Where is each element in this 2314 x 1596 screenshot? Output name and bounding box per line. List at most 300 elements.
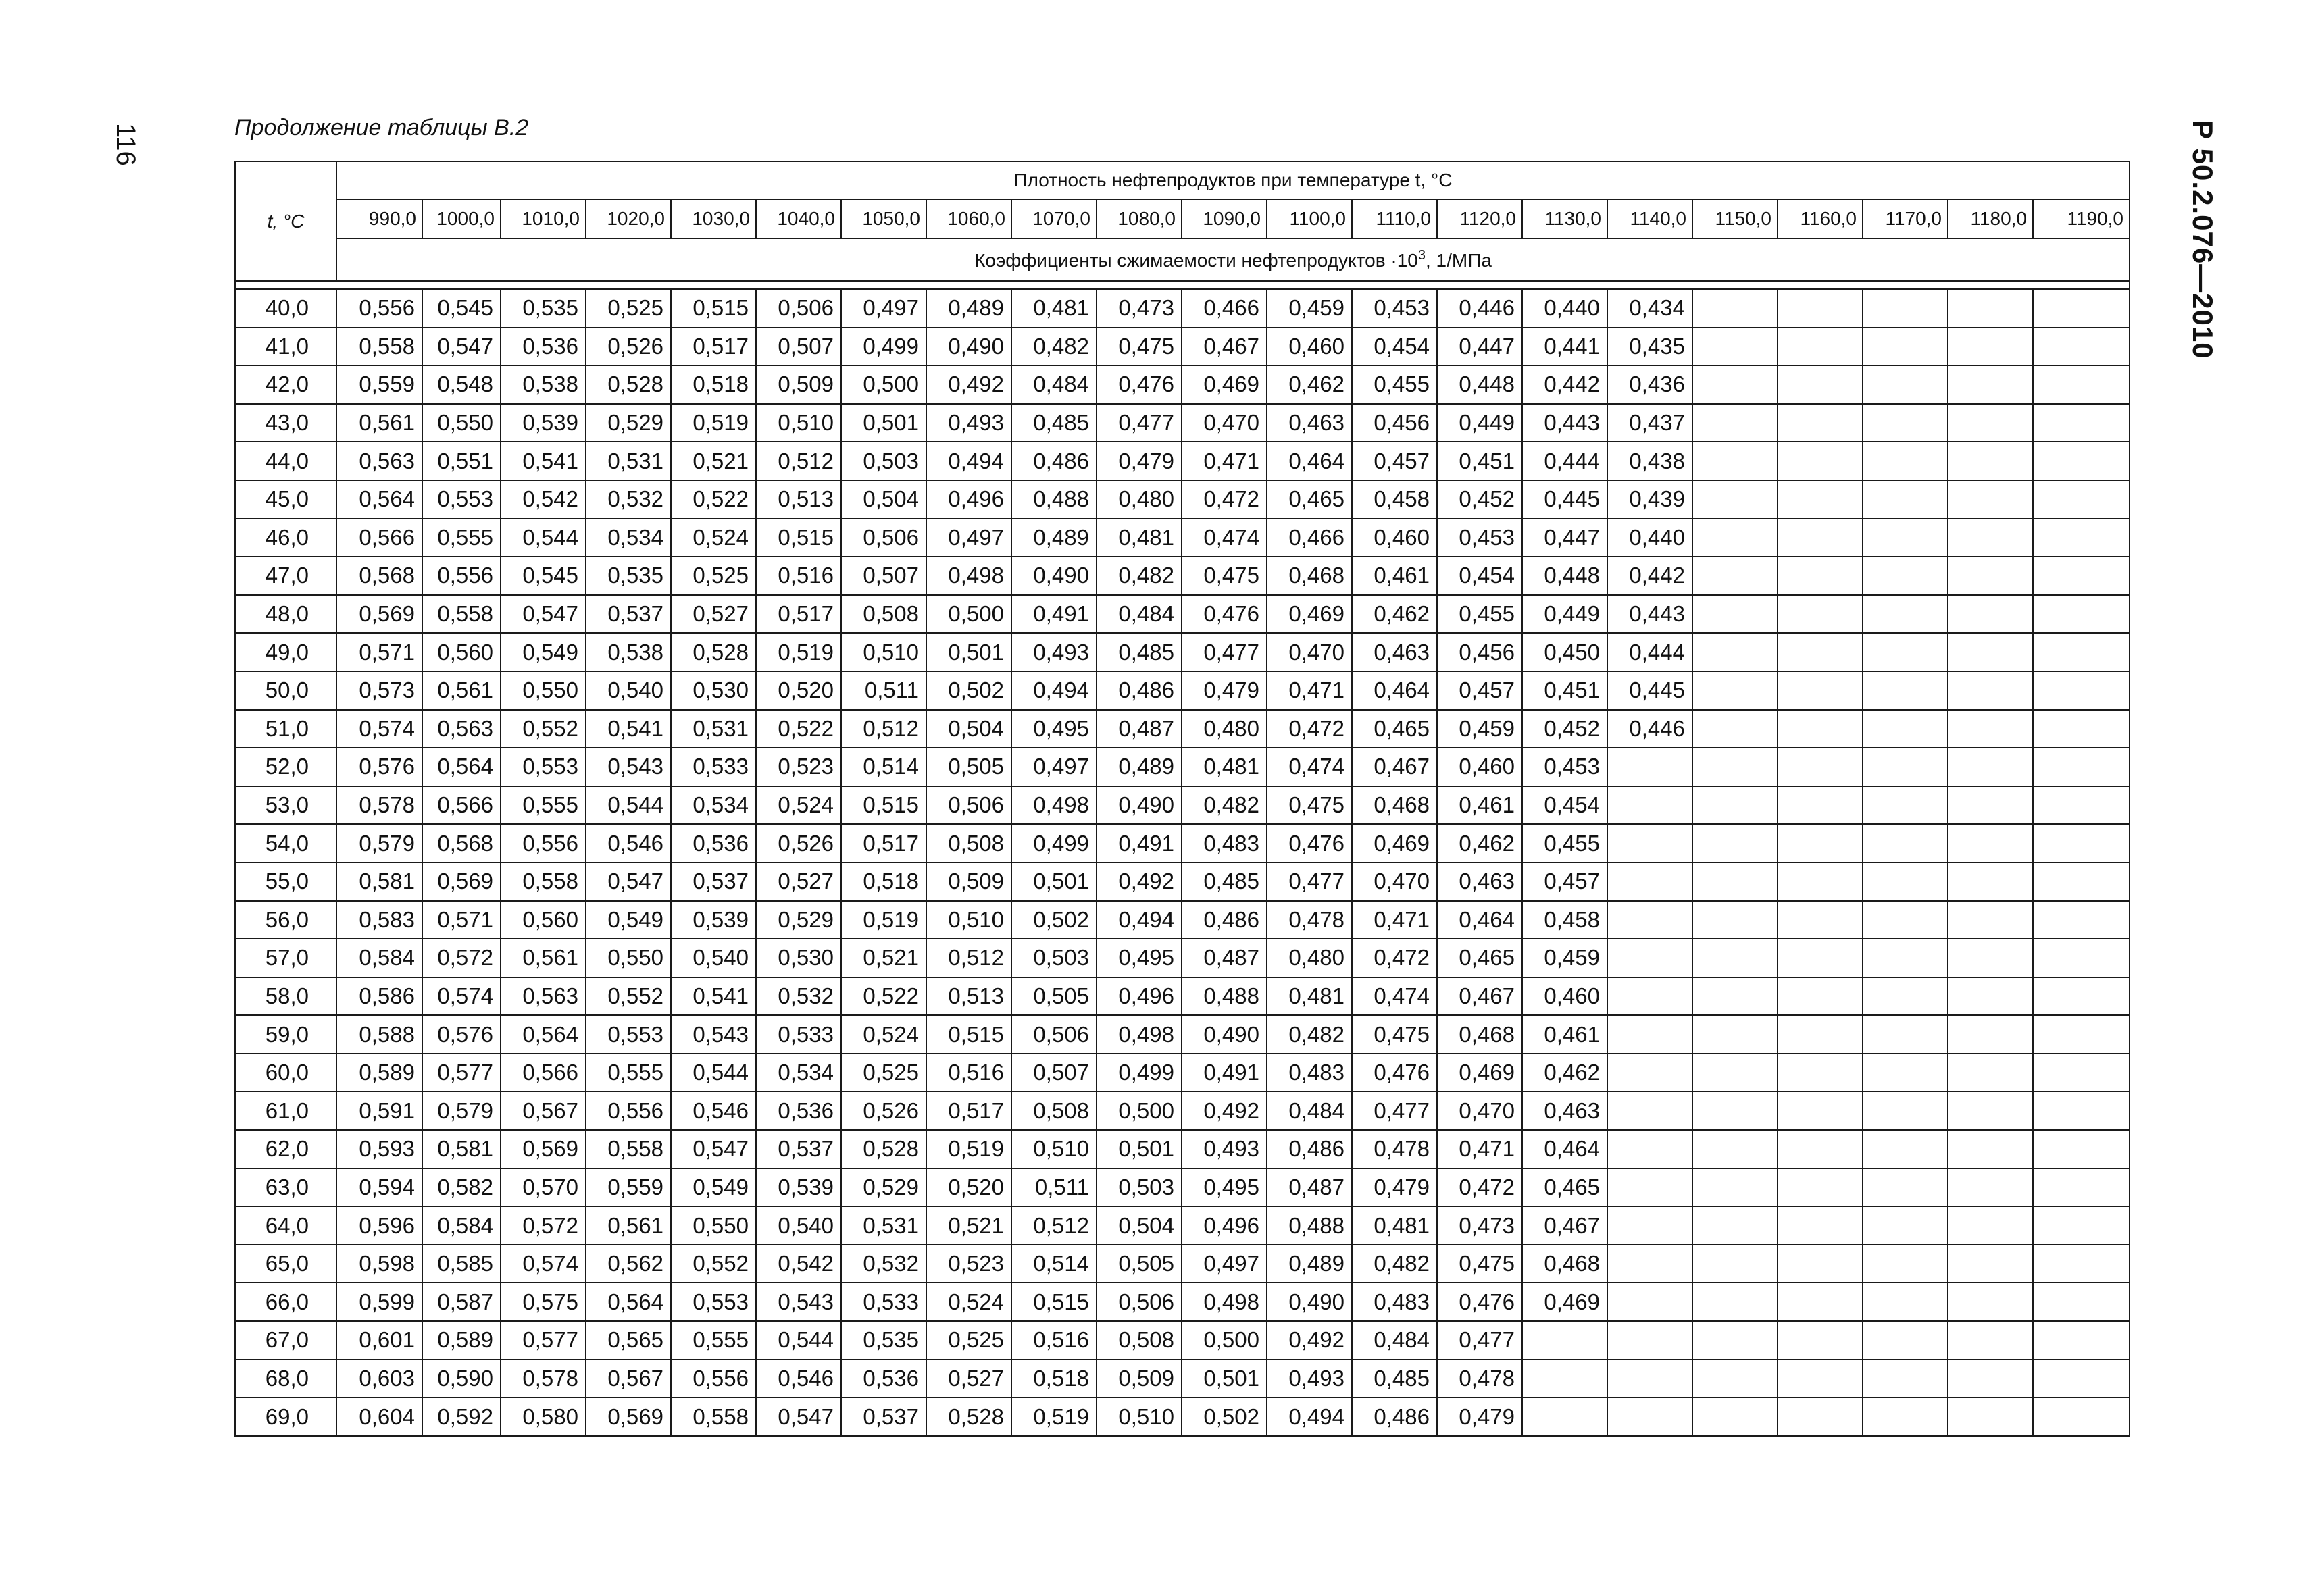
coefficient-cell: 0,499 [841,328,926,366]
coefficient-cell: 0,564 [501,1015,586,1054]
coefficient-cell: 0,591 [336,1091,422,1130]
coefficient-cell: 0,521 [841,939,926,977]
coefficient-cell: 0,541 [501,442,586,480]
coefficient-cell: 0,478 [1267,901,1352,939]
table-row [235,1397,2130,1436]
coefficient-cell: 0,531 [841,1206,926,1245]
coefficient-cell [1692,519,1778,557]
coefficient-cell [1522,1321,1607,1360]
coefficient-cell: 0,451 [1522,671,1607,710]
coefficient-cell [1948,1245,2033,1283]
density-header-cell: 1160,0 [1778,199,1863,238]
coefficient-cell: 0,566 [501,1054,586,1092]
coefficient-cell: 0,586 [336,977,422,1016]
coefficient-cell: 0,482 [1267,1015,1352,1054]
coefficient-cell: 0,485 [1011,404,1097,442]
document-code: Р 50.2.076—2010 [2187,120,2219,359]
coefficient-cell: 0,528 [671,633,756,671]
coefficient-cell: 0,458 [1522,901,1607,939]
coefficient-cell [1692,557,1778,595]
coefficient-cell: 0,547 [501,595,586,634]
coefficient-cell: 0,545 [422,289,501,328]
coefficient-cell [1863,1397,1948,1436]
coefficient-cell: 0,522 [841,977,926,1016]
coefficient-cell: 0,530 [756,939,841,977]
coefficient-cell: 0,537 [671,863,756,901]
coefficient-cell [1692,289,1778,328]
coefficient-cell [1948,786,2033,825]
coefficient-cell: 0,572 [501,1206,586,1245]
coefficient-cell: 0,528 [841,1130,926,1168]
coefficient-cell: 0,467 [1522,1206,1607,1245]
coefficient-cell: 0,512 [841,710,926,748]
coefficient-cell: 0,552 [671,1245,756,1283]
coefficient-cell [1948,1015,2033,1054]
density-header-cell: 1090,0 [1182,199,1267,238]
coefficient-cell: 0,598 [336,1245,422,1283]
coefficient-cell [1863,1360,1948,1398]
coefficient-cell: 0,537 [586,595,671,634]
coefficient-cell: 0,493 [1182,1130,1267,1168]
coefficient-cell: 0,536 [841,1360,926,1398]
table-row [235,710,2130,748]
coefficient-cell [1778,365,1863,404]
coefficient-cell: 0,573 [336,671,422,710]
coefficient-cell: 0,495 [1097,939,1182,977]
temperature-cell: 66,0 [235,1283,336,1321]
coefficient-cell [1863,710,1948,748]
coefficient-cell: 0,505 [1097,1245,1182,1283]
coefficient-cell [1863,404,1948,442]
coefficient-cell [2033,595,2130,634]
coefficient-cell: 0,465 [1437,939,1522,977]
coefficient-cell: 0,549 [671,1168,756,1207]
coefficient-cell [2033,1397,2130,1436]
coefficient-cell [1607,1397,1692,1436]
coefficient-cell: 0,578 [501,1360,586,1398]
coefficient-cell: 0,498 [926,557,1011,595]
coefficient-cell: 0,596 [336,1206,422,1245]
coefficient-cell: 0,457 [1522,863,1607,901]
table-row [235,480,2130,519]
coefficient-cell [1692,710,1778,748]
coefficient-cell: 0,468 [1352,786,1437,825]
coefficient-cell [1778,480,1863,519]
coefficient-cell: 0,543 [671,1015,756,1054]
coefficient-cell: 0,508 [841,595,926,634]
coefficient-cell: 0,475 [1352,1015,1437,1054]
coefficient-cell: 0,574 [336,710,422,748]
density-header-cell: 1120,0 [1437,199,1522,238]
coefficient-cell: 0,460 [1267,328,1352,366]
coefficient-cell: 0,579 [422,1091,501,1130]
coefficient-cell: 0,476 [1352,1054,1437,1092]
coefficient-cell: 0,501 [1097,1130,1182,1168]
coefficient-cell [1863,1245,1948,1283]
coefficient-cell [2033,1206,2130,1245]
coefficient-cell: 0,503 [1011,939,1097,977]
coefficient-cell: 0,550 [501,671,586,710]
coefficient-cell: 0,470 [1437,1091,1522,1130]
coefficient-cell [1692,901,1778,939]
coefficient-cell: 0,476 [1437,1283,1522,1321]
coefficient-cell: 0,476 [1267,824,1352,863]
coefficient-cell: 0,547 [756,1397,841,1436]
coefficient-cell: 0,509 [926,863,1011,901]
coefficient-cell [1778,939,1863,977]
coefficient-cell [1607,1054,1692,1092]
coefficient-cell: 0,504 [841,480,926,519]
coefficient-cell: 0,528 [926,1397,1011,1436]
coefficient-cell: 0,461 [1437,786,1522,825]
coefficient-cell: 0,468 [1267,557,1352,595]
coefficient-cell: 0,477 [1352,1091,1437,1130]
coefficient-cell: 0,529 [756,901,841,939]
coefficient-cell: 0,448 [1437,365,1522,404]
coefficient-cell [1692,1054,1778,1092]
coefficient-cell: 0,439 [1607,480,1692,519]
coefficient-cell: 0,486 [1182,901,1267,939]
coefficient-cell: 0,505 [926,748,1011,786]
coefficient-cell: 0,490 [1097,786,1182,825]
coefficient-cell: 0,523 [756,748,841,786]
coefficient-cell: 0,533 [671,748,756,786]
coefficient-cell: 0,564 [422,748,501,786]
coefficient-cell: 0,440 [1607,519,1692,557]
coefficient-cell: 0,590 [422,1360,501,1398]
coefficient-cell: 0,526 [756,824,841,863]
coefficient-cell: 0,529 [841,1168,926,1207]
coefficient-cell: 0,496 [926,480,1011,519]
coefficient-cell: 0,564 [586,1283,671,1321]
coefficient-cell: 0,540 [756,1206,841,1245]
temperature-column-header: t, °C [235,161,336,281]
coefficient-cell: 0,525 [926,1321,1011,1360]
coefficient-cell: 0,502 [1182,1397,1267,1436]
coefficient-cell: 0,508 [926,824,1011,863]
coefficient-cell: 0,582 [422,1168,501,1207]
coefficient-cell: 0,436 [1607,365,1692,404]
coefficient-cell: 0,540 [671,939,756,977]
coefficient-cell: 0,488 [1267,1206,1352,1245]
coefficient-cell [1948,365,2033,404]
coefficient-cell: 0,473 [1097,289,1182,328]
density-header-cell: 1010,0 [501,199,586,238]
density-header-cell: 1080,0 [1097,199,1182,238]
coefficient-cell: 0,549 [501,633,586,671]
coefficient-cell [1948,977,2033,1016]
coefficient-cell: 0,486 [1011,442,1097,480]
coefficient-cell: 0,491 [1182,1054,1267,1092]
coefficient-cell [1863,1054,1948,1092]
coefficient-cell: 0,437 [1607,404,1692,442]
coefficient-cell [1607,863,1692,901]
coefficient-cell [1948,1054,2033,1092]
table-row [235,1130,2130,1168]
coefficient-cell: 0,531 [671,710,756,748]
coefficient-cell: 0,453 [1352,289,1437,328]
coefficient-cell: 0,542 [756,1245,841,1283]
coefficient-cell [1863,863,1948,901]
coefficient-cell [1778,1054,1863,1092]
table-row [235,519,2130,557]
coefficient-cell: 0,518 [1011,1360,1097,1398]
temperature-cell: 64,0 [235,1206,336,1245]
coefficient-cell: 0,538 [586,633,671,671]
coefficient-cell: 0,479 [1097,442,1182,480]
coefficient-cell: 0,480 [1267,939,1352,977]
coefficient-cell: 0,555 [422,519,501,557]
coefficient-cell: 0,528 [586,365,671,404]
coefficient-cell [1692,1321,1778,1360]
coefficient-cell: 0,527 [671,595,756,634]
coefficient-cell: 0,535 [501,289,586,328]
coefficient-cell [1607,824,1692,863]
coefficient-cell: 0,501 [1182,1360,1267,1398]
coefficient-cell: 0,494 [1011,671,1097,710]
coefficient-cell [2033,1321,2130,1360]
coefficient-cell: 0,552 [501,710,586,748]
coefficient-cell: 0,487 [1267,1168,1352,1207]
coefficient-cell: 0,506 [1097,1283,1182,1321]
coefficient-cell: 0,518 [841,863,926,901]
coefficient-cell [2033,748,2130,786]
coefficient-cell [1522,1397,1607,1436]
coefficient-cell: 0,455 [1522,824,1607,863]
coefficient-cell: 0,507 [1011,1054,1097,1092]
coefficient-cell: 0,467 [1352,748,1437,786]
coefficient-cell: 0,446 [1437,289,1522,328]
coefficient-cell: 0,447 [1522,519,1607,557]
coefficient-cell: 0,470 [1267,633,1352,671]
coefficient-cell [1692,824,1778,863]
coefficient-cell [2033,977,2130,1016]
coefficient-cell: 0,543 [756,1283,841,1321]
coefficient-cell: 0,527 [756,863,841,901]
coefficient-cell: 0,581 [336,863,422,901]
coefficient-cell: 0,571 [422,901,501,939]
coefficient-cell: 0,526 [586,328,671,366]
coefficient-cell [1692,1206,1778,1245]
density-header-cell: 1190,0 [2033,199,2130,238]
coefficient-cell: 0,546 [756,1360,841,1398]
coefficient-cell: 0,533 [841,1283,926,1321]
table-row [235,557,2130,595]
coefficient-cell [1778,557,1863,595]
coefficient-cell: 0,516 [926,1054,1011,1092]
coefficient-cell [1692,1283,1778,1321]
coefficient-cell: 0,493 [926,404,1011,442]
coefficient-cell [1692,863,1778,901]
coefficient-cell: 0,456 [1437,633,1522,671]
temperature-cell: 45,0 [235,480,336,519]
coefficient-cell: 0,485 [1097,633,1182,671]
coefficient-cell: 0,568 [336,557,422,595]
table-row [235,1091,2130,1130]
coefficient-cell: 0,496 [1182,1206,1267,1245]
coefficient-cell: 0,510 [926,901,1011,939]
coefficient-cell: 0,478 [1352,1130,1437,1168]
temperature-cell: 67,0 [235,1321,336,1360]
coefficient-cell: 0,561 [422,671,501,710]
temperature-cell: 43,0 [235,404,336,442]
coefficient-cell: 0,566 [422,786,501,825]
coefficient-cell: 0,567 [501,1091,586,1130]
temperature-cell: 53,0 [235,786,336,825]
coefficient-cell: 0,483 [1267,1054,1352,1092]
coefficient-cell: 0,471 [1182,442,1267,480]
coefficient-cell [2033,1245,2130,1283]
coefficient-cell [1778,1245,1863,1283]
coefficient-cell: 0,445 [1607,671,1692,710]
coefficient-cell: 0,504 [1097,1206,1182,1245]
coefficient-cell: 0,553 [671,1283,756,1321]
coefficient-cell: 0,510 [1011,1130,1097,1168]
coefficient-cell: 0,483 [1352,1283,1437,1321]
temperature-cell: 49,0 [235,633,336,671]
coefficient-cell: 0,449 [1522,595,1607,634]
coefficient-cell: 0,500 [1182,1321,1267,1360]
coefficient-cell: 0,512 [1011,1206,1097,1245]
density-header-cell: 1100,0 [1267,199,1352,238]
coefficient-cell: 0,481 [1097,519,1182,557]
coefficient-cell: 0,463 [1437,863,1522,901]
coefficient-cell: 0,571 [336,633,422,671]
coefficient-cell: 0,563 [336,442,422,480]
coefficient-cell: 0,506 [926,786,1011,825]
coefficient-cell: 0,496 [1097,977,1182,1016]
coefficient-cell [1778,710,1863,748]
coefficient-cell: 0,472 [1352,939,1437,977]
coefficient-cell: 0,544 [756,1321,841,1360]
coefficient-cell: 0,459 [1437,710,1522,748]
coefficient-cell [1863,1168,1948,1207]
coefficient-cell: 0,524 [841,1015,926,1054]
coefficient-cell [2033,633,2130,671]
coefficient-cell: 0,541 [586,710,671,748]
coefficient-cell: 0,479 [1437,1397,1522,1436]
coefficient-cell: 0,544 [586,786,671,825]
table-row [235,1206,2130,1245]
coefficient-cell: 0,517 [671,328,756,366]
coefficient-cell: 0,475 [1437,1245,1522,1283]
coefficient-cell: 0,490 [926,328,1011,366]
coefficient-cell: 0,545 [501,557,586,595]
temperature-cell: 42,0 [235,365,336,404]
coefficient-cell: 0,489 [1097,748,1182,786]
coefficient-cell [1948,1206,2033,1245]
coefficient-cell [1692,328,1778,366]
coefficient-cell: 0,481 [1182,748,1267,786]
coefficient-cell [2033,519,2130,557]
coefficient-cell: 0,512 [926,939,1011,977]
coefficient-cell [1863,1321,1948,1360]
table-row [235,824,2130,863]
table-row [235,863,2130,901]
coefficient-cell: 0,516 [1011,1321,1097,1360]
coefficient-cell: 0,538 [501,365,586,404]
coefficient-cell: 0,515 [926,1015,1011,1054]
coefficient-cell: 0,484 [1352,1321,1437,1360]
temperature-cell: 57,0 [235,939,336,977]
coefficient-cell: 0,501 [926,633,1011,671]
coefficient-cell: 0,467 [1437,977,1522,1016]
coefficient-cell: 0,448 [1522,557,1607,595]
coefficient-cell: 0,446 [1607,710,1692,748]
coefficient-cell [1863,786,1948,825]
coefficient-cell: 0,461 [1522,1015,1607,1054]
coefficient-cell: 0,469 [1182,365,1267,404]
coefficient-cell: 0,543 [586,748,671,786]
coefficient-cell: 0,465 [1352,710,1437,748]
coefficient-cell: 0,601 [336,1321,422,1360]
coefficient-cell: 0,603 [336,1360,422,1398]
coefficient-cell: 0,494 [926,442,1011,480]
coefficient-cell [1778,1130,1863,1168]
coefficient-cell: 0,584 [336,939,422,977]
coefficient-cell: 0,495 [1011,710,1097,748]
coefficient-cell: 0,558 [671,1397,756,1436]
coefficient-cell: 0,544 [671,1054,756,1092]
coefficient-cell: 0,502 [1011,901,1097,939]
coefficient-cell [1778,442,1863,480]
density-header-cell: 1030,0 [671,199,756,238]
coefficient-cell [1778,824,1863,863]
table-row [235,1168,2130,1207]
table-row [235,939,2130,977]
coefficient-cell: 0,434 [1607,289,1692,328]
coefficient-cell [1778,404,1863,442]
coefficient-cell: 0,512 [756,442,841,480]
coefficient-cell [1948,901,2033,939]
coefficient-cell: 0,553 [422,480,501,519]
coefficient-cell [2033,1130,2130,1168]
coefficient-cell [2033,1015,2130,1054]
coefficient-cell: 0,501 [841,404,926,442]
coefficient-cell: 0,556 [586,1091,671,1130]
coefficient-cell [1778,328,1863,366]
coefficient-cell: 0,560 [501,901,586,939]
coefficient-cell: 0,566 [336,519,422,557]
coefficient-cell: 0,524 [756,786,841,825]
coefficient-cell: 0,522 [756,710,841,748]
coefficient-cell [1607,1321,1692,1360]
coefficient-cell: 0,510 [1097,1397,1182,1436]
table-row [235,1054,2130,1092]
coefficient-cell: 0,444 [1607,633,1692,671]
coefficient-cell: 0,492 [1267,1321,1352,1360]
coefficient-cell: 0,494 [1267,1397,1352,1436]
coefficient-cell: 0,524 [671,519,756,557]
coefficient-cell: 0,454 [1352,328,1437,366]
coefficient-cell: 0,522 [671,480,756,519]
coefficient-cell: 0,537 [841,1397,926,1436]
coefficient-cell [1863,671,1948,710]
coefficient-cell: 0,495 [1182,1168,1267,1207]
temperature-cell: 50,0 [235,671,336,710]
coefficient-cell: 0,541 [671,977,756,1016]
coefficient-cell: 0,499 [1011,824,1097,863]
density-header-cell: 1020,0 [586,199,671,238]
coefficient-cell [2033,786,2130,825]
coefficient-cell: 0,536 [501,328,586,366]
coefficient-cell: 0,468 [1522,1245,1607,1283]
coefficient-cell [2033,1283,2130,1321]
coefficient-cell [1607,1283,1692,1321]
coefficient-cell: 0,479 [1352,1168,1437,1207]
coefficient-cell: 0,516 [756,557,841,595]
coefficient-cell: 0,445 [1522,480,1607,519]
